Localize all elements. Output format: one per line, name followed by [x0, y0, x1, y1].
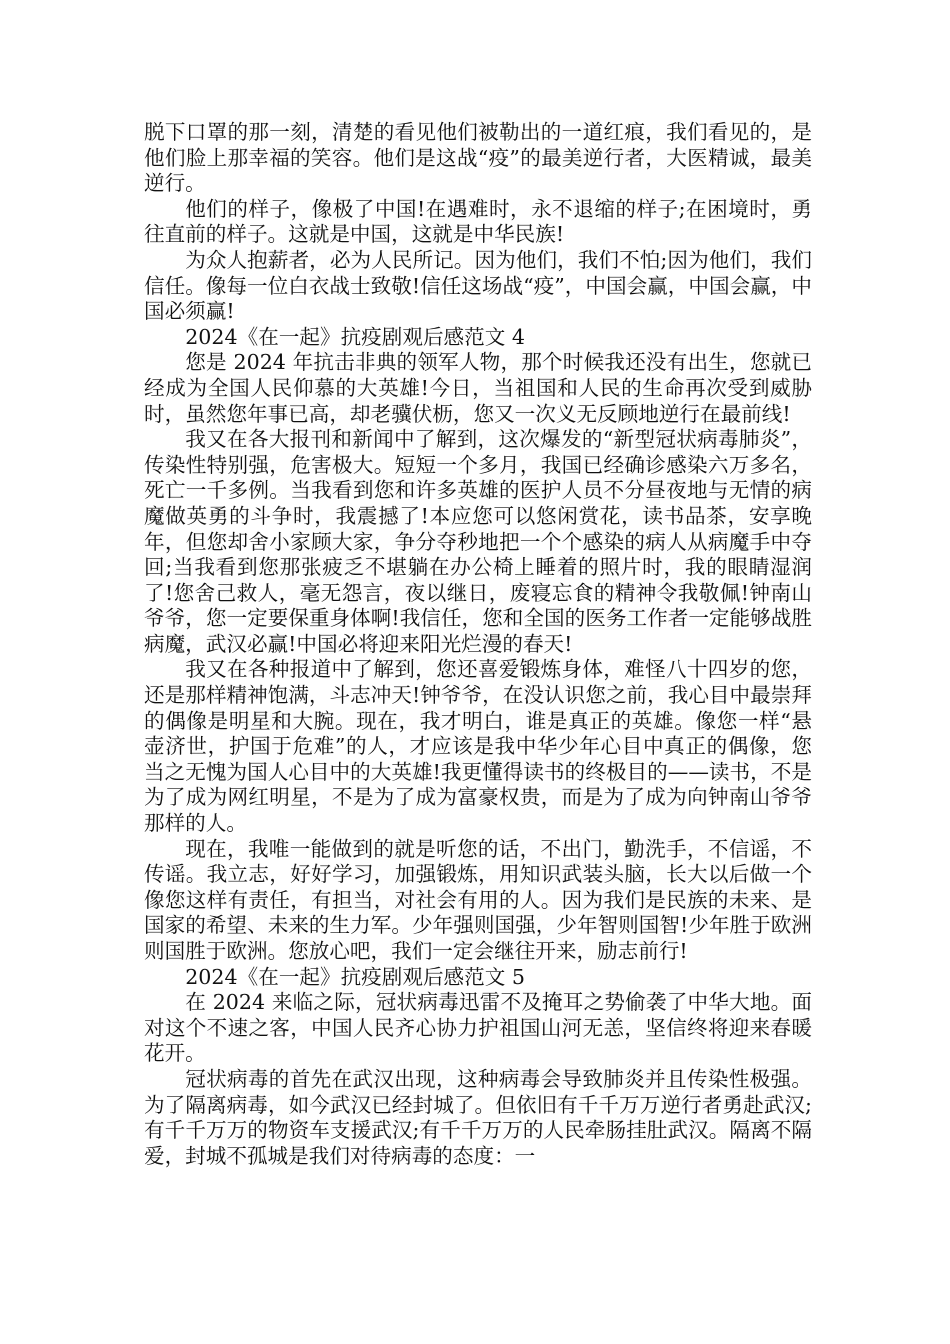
paragraph-11: 冠状病毒的首先在武汉出现，这种病毒会导致肺炎并且传染性极强。为了隔离病毒，如今武汉已经封城了。但依旧有千千万万逆行者勇赴武汉;有千千万万的物资车支援武汉;有千千万万的人民牵肠挂肚武汉。隔离不隔爱，封城不孤城是我们对待病毒的态度：一	[144, 1066, 812, 1168]
paragraph-5: 您是 2024 年抗击非典的领军人物，那个时候我还没有出生，您就已经成为全国人民仰慕的大英雄!今日，当祖国和人民的生命再次受到威胁时，虽然您年事已高，却老骥伏枥，您又一次义无反顾地逆行在最前线!	[144, 350, 812, 426]
paragraph-10: 在 2024 来临之际，冠状病毒迅雷不及掩耳之势偷袭了中华大地。面对这个不速之客，中国人民齐心协力护祖国山河无恙，坚信终将迎来春暖花开。	[144, 990, 812, 1066]
section-heading-4: 2024《在一起》抗疫剧观后感范文 4	[185, 324, 525, 349]
document-page	[144, 120, 812, 1169]
paragraph-3: 为众人抱薪者，必为人民所记。因为他们，我们不怕;因为他们，我们信任。像每一位白衣战士致敬!信任这场战“疫”，中国会赢，中国会赢，中国必须赢!	[144, 247, 812, 324]
section-heading-5: 2024《在一起》抗疫剧观后感范文 5	[185, 964, 525, 989]
paragraph-8: 现在，我唯一能做到的就是听您的话，不出门，勤洗手，不信谣，不传谣。我立志，好好学习，加强锻炼，用知识武装头脑，长大以后做一个像您这样有责任，有担当，对社会有用的人。因为我们是民族的未来、是国家的希望、未来的生力军。少年强则国强，少年智则国智!少年胜于欧洲则国胜于欧洲。您放心吧，我们一定会继往开来，励志前行!	[144, 836, 812, 963]
paragraph-7: 我又在各种报道中了解到，您还喜爱锻炼身体，难怪八十四岁的您，还是那样精神饱满，斗志冲天!钟爷爷，在没认识您之前，我心目中最崇拜的偶像是明星和大腕。现在，我才明白，谁是真正的英雄。像您一样“悬壶济世，护国于危难”的人，才应该是我中华少年心目中真正的偶像，您当之无愧为国人心目中的大英雄!我更懂得读书的终极目的——读书，不是为了成为网红明星，不是为了成为富豪权贵，而是为了成为向钟南山爷爷那样的人。	[144, 657, 812, 836]
paragraph-1: 脱下口罩的那一刻，清楚的看见他们被勒出的一道红痕，我们看见的，是他们脸上那幸福的笑容。他们是这战“疫”的最美逆行者，大医精诚，最美逆行。	[144, 120, 812, 196]
paragraph-6: 我又在各大报刊和新闻中了解到，这次爆发的“新型冠状病毒肺炎”，传染性特别强，危害极大。短短一个多月，我国已经确诊感染六万多名，死亡一千多例。当我看到您和许多英雄的医护人员不分昼夜地与无情的病魔做英勇的斗争时，我震撼了!本应您可以悠闲赏花，读书品茶，安享晚年，但您却舍小家顾大家，争分夺秒地把一个个感染的病人从病魔手中夺回;当我看到您那张疲乏不堪躺在办公椅上睡着的照片时，我的眼睛湿润了!您舍己救人，毫无怨言，夜以继日，废寝忘食的精神令我敬佩!钟南山爷爷，您一定要保重身体啊!我信任，您和全国的医务工作者一定能够战胜病魔，武汉必赢!中国必将迎来阳光烂漫的春天!	[144, 427, 812, 656]
paragraph-2: 他们的样子，像极了中国!在遇难时，永不退缩的样子;在困境时，勇往直前的样子。这就是中国，这就是中华民族!	[144, 196, 812, 247]
